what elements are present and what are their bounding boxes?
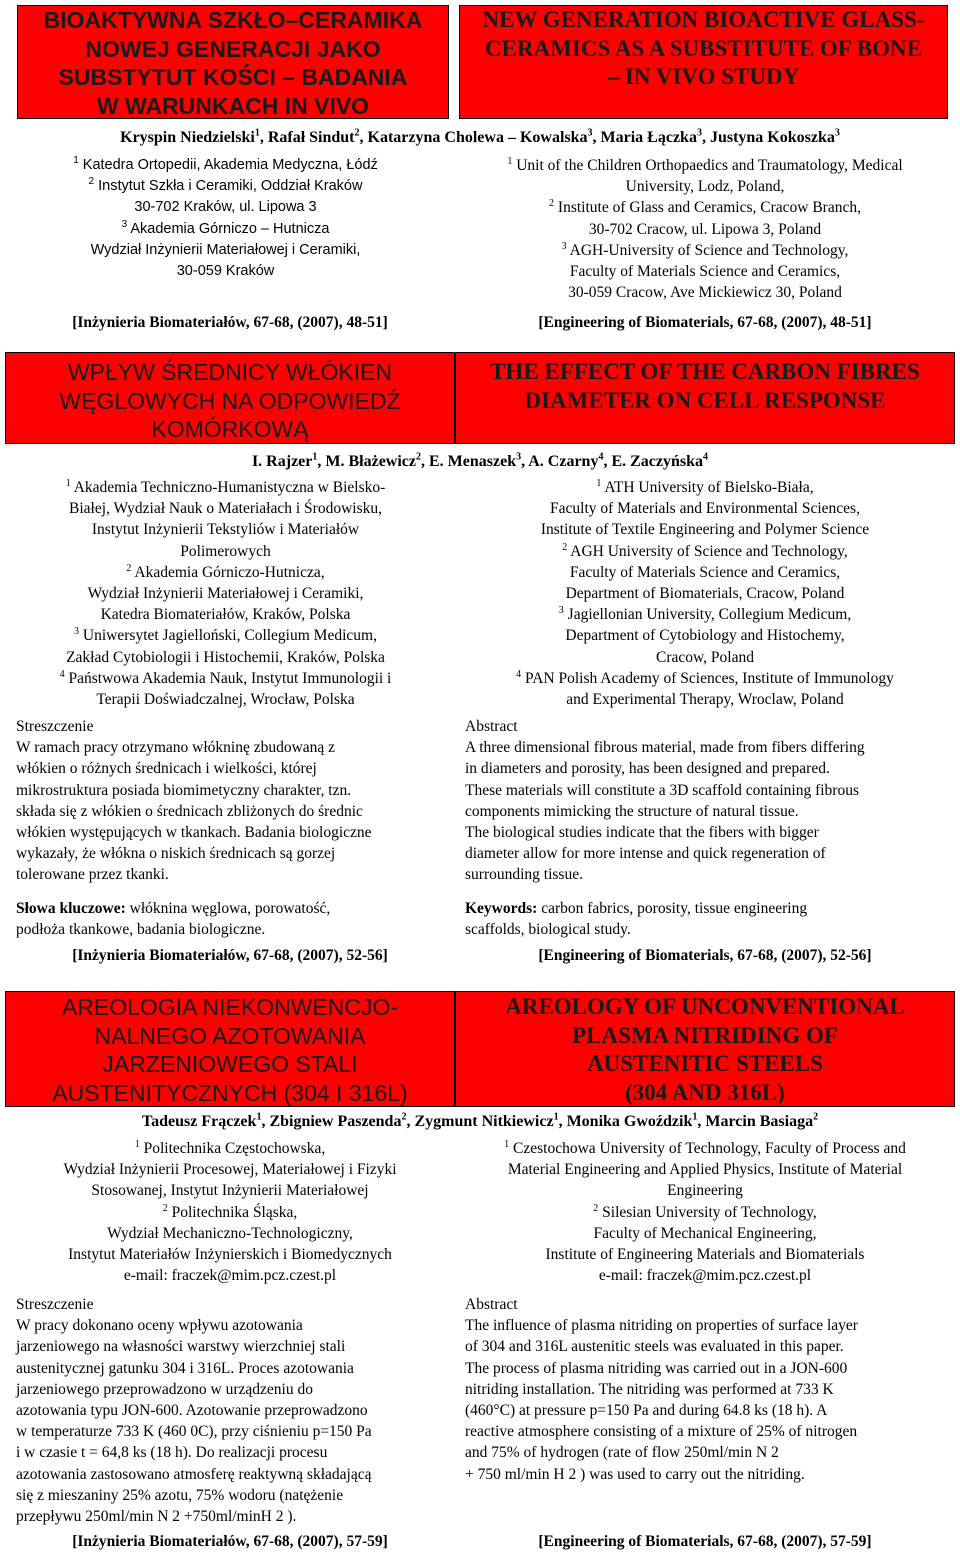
abstract-heading: Streszczenie: [16, 718, 94, 735]
affiliations-pl: $^1$ Politechnika Częstochowska, Wydział Inżynierii Procesowej, Materiałowej i Fizyki Stosowanej, Instytut Inżynierii Materiałowej $^2$ Politechnika Śląska, Wydział Mechaniczno-Technologiczny, Instytut Materiałów Inżynierskich i Biomedycznych e-mail: fraczek@mim.pcz.czest.pl: [63, 1138, 397, 1285]
abstract-en: Abstract A three dimensional fibrous material, made from fibers differing in diameters and porosity, has been designed and prepared. These materials will constitute a 3D scaffold containing fibrous components mimicking the structure of natural tissue. The biological studies indicate that the fibers with bigger diameter allow for more intense and quick regeneration of surrounding tissue. Keywords: carbon fabrics, porosity, tissue engineering scaffolds, biological study.: [465, 716, 955, 940]
abstract-pl: Streszczenie W pracy dokonano oceny wpływu azotowania jarzeniowego na własności warstwy wierzchniej stali austenitycznej gatunku 304 i 316L. Proces azotowania jarzeniowego przeprowadzono w urządzeniu do azotowania typu JON-600. Azotowanie przeprowadzono w temperaturze 733 K (460 0C), przy ciśnieniu p=150 Pa i w czasie t = 64,8 ks (18 h). Do realizacji procesu azotowania zastosowano atmosferę reaktywną składającą się z mieszaniny 25% azotu, 75% wodoru (natężenie przepływu 250ml/min N 2 +750ml/minH 2 ).: [16, 1294, 451, 1527]
affiliations-pl: $^1$ Akademia Techniczno-Humanistyczna w Bielsko- Białej, Wydział Nauk o Materiałach i Środowisku, Instytut Inżynierii Tekstyliów i Materiałów Polimerowych $^2$ Akademia Górniczo-Hutnicza, Wydział Inżynierii Materiałowej i Ceramiki, Katedra Biomateriałów, Kraków, Polska $^3$ Uniwersytet Jagielloński, Collegium Medicum, Zakład Cytobiologii i Histochemii, Kraków, Polska $^4$ Państwowa Akademia Nauk, Instytut Immunologii i Terapii Doświadczalnej, Wrocław, Polska: [59, 477, 392, 709]
citation-pl: [Inżynieria Biomateriałów, 67-68, (2007), 48-51]: [72, 314, 388, 331]
article-title-en: AREOLOGY OF UNCONVENTIONAL PLASMA NITRIDING OF AUSTENITIC STEELS (304 AND 316L): [505, 994, 905, 1105]
affiliations-en: $^1$ ATH University of Bielsko-Biała, Faculty of Materials and Environmental Sciences, Institute of Textile Engineering and Polymer Science $^2$ AGH University of Science and Technology, Faculty of Materials Science and Ceramics, Department of Biomaterials, Cracow, Poland $^3$ Jagiellonian University, Collegium Medicum, Department of Cytobiology and Histochemy, Cracow, Poland $^4$ PAN Polish Academy of Sciences, Institute of Immunology and Experimental Therapy, Wroclaw, Poland: [516, 477, 894, 709]
citation-en: [Engineering of Biomaterials, 67-68, (2007), 52-56]: [538, 947, 872, 964]
article-title-en: NEW GENERATION BIOACTIVE GLASS- CERAMICS AS A SUBSTITUTE OF BONE – IN VIVO STUDY: [482, 7, 925, 89]
authors-line: I. Rajzer$^1$, M. Błażewicz$^2$, E. Menaszek$^3$, A. Czarny$^4$, E. Zaczyńska$^4$: [251, 451, 709, 470]
article-title-pl: WPŁYW ŚREDNICY WŁÓKIEN WĘGLOWYCH NA ODPOWIEDŹ KOMÓRKOWĄ: [59, 359, 401, 442]
abstract-heading: Streszczenie: [16, 1296, 94, 1313]
citation-en: [Engineering of Biomaterials, 67-68, (2007), 48-51]: [538, 314, 872, 331]
affiliations-en: $^1$ Unit of the Children Orthopaedics and Traumatology, Medical University, Lodz, Poland, $^2$ Institute of Glass and Ceramics, Cracow Branch, 30-702 Cracow, ul. Lipowa 3, Poland $^3$ AGH-University of Science and Technology, Faculty of Materials Science and Ceramics, 30-059 Cracow, Ave Mickiewicz 30, Poland: [507, 155, 903, 302]
authors-line: Tadeusz Frączek$^1$, Zbigniew Paszenda$^2$, Zygmunt Nitkiewicz$^1$, Monika Gwoździk$^1$, Marcin Basiaga$^2$: [141, 1111, 819, 1130]
affiliations-pl: $^1$ Katedra Ortopedii, Akademia Medyczna, Łódź $^2$ Instytut Szkła i Ceramiki, Oddział Kraków 30-702 Kraków, ul. Lipowa 3 $^3$ Akademia Górniczo – Hutnicza Wydział Inżynierii Materiałowej i Ceramiki, 30-059 Kraków: [73, 155, 378, 280]
citation-pl: [Inżynieria Biomateriałów, 67-68, (2007), 52-56]: [72, 947, 388, 964]
citation-en: [Engineering of Biomaterials, 67-68, (2007), 57-59]: [538, 1533, 872, 1550]
authors-line: Kryspin Niedzielski$^1$, Rafał Sindut$^2$, Katarzyna Cholewa – Kowalska$^3$, Maria Łączka$^3$, Justyna Kokoszka$^3$: [120, 127, 840, 146]
article-title-pl: AREOLOGIA NIEKONWENCJO- NALNEGO AZOTOWANIA JARZENIOWEGO STALI AUSTENITYCZNYCH (304 I 316L): [52, 994, 408, 1106]
abstract-heading: Abstract: [465, 1296, 518, 1313]
abstract-pl: Streszczenie W ramach pracy otrzymano włókninę zbudowaną z włókien o różnych średnicach i wielkości, której mikrostruktura posiada biomimetyczny charakter, tzn. składa się z włókien o średnicach zbliżonych do średnic włókien występujących w tkankach. Badania biologiczne wykazały, że włókna o niskich średnicach są gorzej tolerowane przez tkanki. Słowa kluczowe: włóknina węglowa, porowatość, podłoża tkankowe, badania biologiczne.: [16, 716, 451, 940]
article-title-pl: BIOAKTYWNA SZKŁO–CERAMIKA NOWEJ GENERACJI JAKO SUBSTYTUT KOŚCI – BADANIA W WARUNKACH IN VIVO: [43, 7, 423, 119]
affiliations-en: $^1$ Czestochowa University of Technology, Faculty of Process and Material Engineering and Applied Physics, Institute of Material Engineering $^2$ Silesian University of Technology, Faculty of Mechanical Engineering, Institute of Engineering Materials and Biomaterials e-mail: fraczek@mim.pcz.czest.pl: [504, 1138, 906, 1285]
citation-pl: [Inżynieria Biomateriałów, 67-68, (2007), 57-59]: [72, 1533, 388, 1550]
abstract-en: Abstract The influence of plasma nitriding on properties of surface layer of 304 and 316L austenitic steels was evaluated in this paper. The process of plasma nitriding was carried out in a JON-600 nitriding installation. The nitriding was performed at 733 K (460°C) at pressure p=150 Pa and during 64.8 ks (18 h). A reactive atmosphere consisting of a mixture of 25% of nitrogen and 75% of hydrogen (rate of flow 250ml/min N 2 + 750 ml/min H 2 ) was used to carry out the nitriding.: [465, 1294, 955, 1485]
article-title-en: THE EFFECT OF THE CARBON FIBRES DIAMETER ON CELL RESPONSE: [490, 359, 920, 413]
abstract-heading: Abstract: [465, 718, 518, 735]
